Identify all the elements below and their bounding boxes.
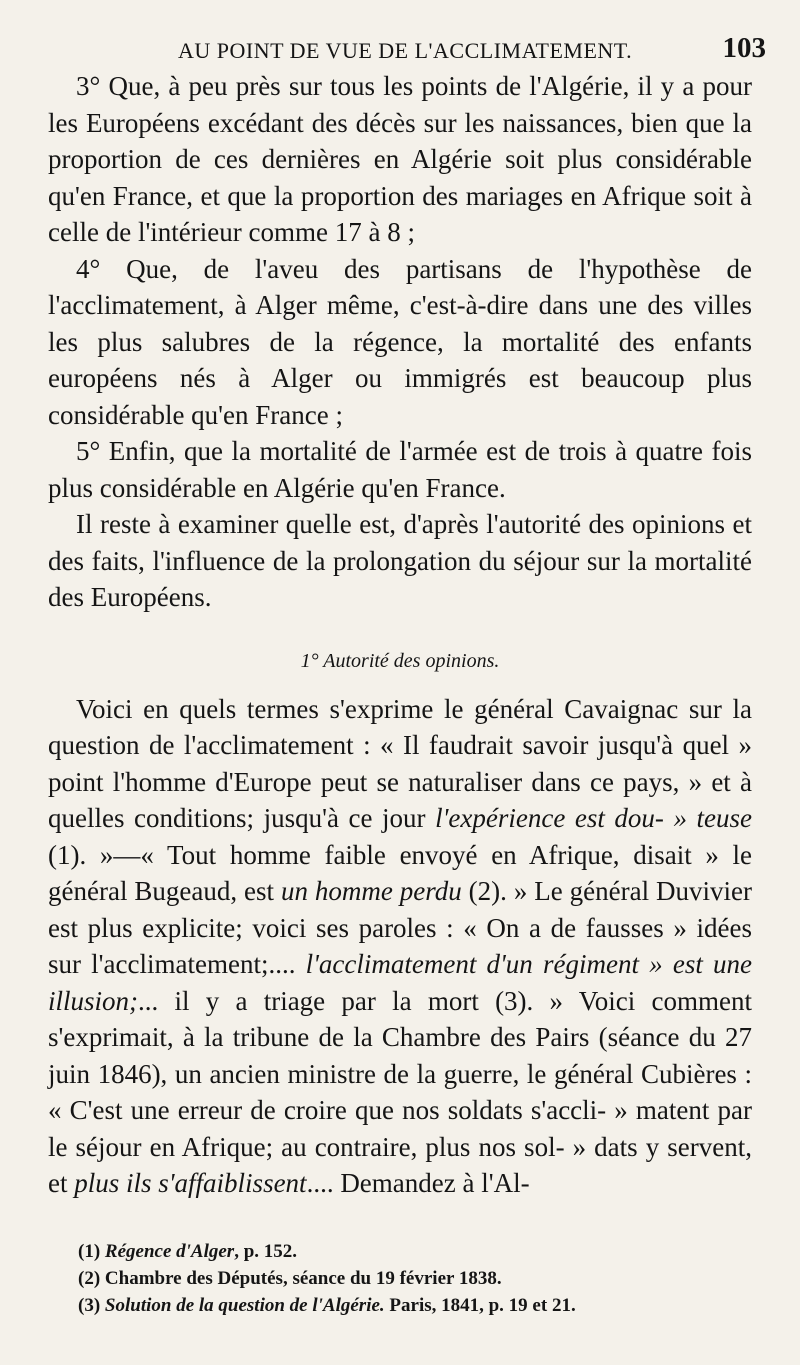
page-number: 103 xyxy=(722,32,766,64)
paragraph-transition: Il reste à examiner quelle est, d'après l'autorité des opinions et des faits, l'influence de la prolongation du séjour sur la mortalité des Européens. xyxy=(48,509,752,612)
paragraph-quotes xyxy=(48,691,752,1202)
footnote-text: Paris, 1841, p. 19 et 21. xyxy=(384,1295,576,1316)
footnote-title: Régence d'Alger xyxy=(104,1241,235,1262)
quote-text-4: ... il y a triage par la mort (3). » Voici comment s'exprimait, à la tribune de la Chambre des Pairs (séance du 27 juin 1846), un ancien ministre de la guerre, le général Cubières : « C'est une erreur de croire que nos soldats s'accli- » matent par le séjour en Afrique; au contraire, plus nos sol- » dats y servent, et xyxy=(48,985,752,1198)
quote-text-2: (1). »—« Tout homme faible envoyé en Afrique, disait » le général Bugeaud, est xyxy=(48,839,752,906)
paragraph-point-4: 4° Que, de l'aveu des partisans de l'hypothèse de l'acclimatement, à Alger même, c'est-à-dire dans une des villes les plus salubres de la régence, la mortalité des enfants européens nés à Alger ou immigrés est beaucoup plus considérable qu'en France ; xyxy=(48,253,752,430)
quote-italic-1: l'expérience est dou- » teuse xyxy=(435,803,753,833)
quote-italic-4: plus ils s'affaiblissent xyxy=(74,1168,307,1198)
footnote-3 xyxy=(78,1292,758,1319)
paragraph-point-3: 3° Que, à peu près sur tous les points de l'Algérie, il y a pour les Européens excédant des décès sur les naissances, bien que la proportion de ces dernières en Algérie soit plus considérable qu'en France, et que la proportion des mariages en Afrique soit à celle de l'intérieur comme 17 à 8 ; xyxy=(48,71,752,247)
body-text xyxy=(48,68,752,1202)
footnote-number: (2) xyxy=(78,1268,105,1289)
quote-italic-3: l'acclimatement d'un régiment » est une illusion; xyxy=(48,949,752,1016)
footnote-1 xyxy=(78,1238,758,1265)
footnote-2 xyxy=(78,1265,758,1292)
running-head: AU POINT DE VUE DE L'ACCLIMATEMENT. xyxy=(178,38,633,63)
footnote-text: , p. 152. xyxy=(234,1241,298,1262)
footnote-number: (3) xyxy=(78,1295,105,1316)
quote-italic-2: un homme perdu xyxy=(280,876,462,906)
footnote-text: Chambre des Députés, séance du 19 février 1838. xyxy=(104,1268,502,1289)
page-header xyxy=(48,20,766,68)
section-title: 1° Autorité des opinions. xyxy=(300,649,500,672)
footnote-number: (1) xyxy=(78,1241,105,1262)
quote-text-1: Voici en quels termes s'exprime le général Cavaignac sur la question de l'acclimatement : « Il faudrait savoir jusqu'à quel » point l'homme d'Europe peut se naturaliser dans ce pays, » et à quelles conditions; jusqu'à ce jour xyxy=(48,693,752,833)
footnotes xyxy=(78,1238,758,1319)
quote-text-3: (2). » Le général Duvivier est plus explicite; voici ses paroles : « On a de fausses » idées sur l'acclimatement;.... xyxy=(48,876,752,979)
paragraph-point-5: 5° Enfin, que la mortalité de l'armée est de trois à quatre fois plus considérable en Algérie qu'en France. xyxy=(48,436,752,503)
footnote-title: Solution de la question de l'Algérie. xyxy=(104,1295,385,1316)
quote-text-5: .... Demandez à l'Al- xyxy=(306,1168,530,1198)
